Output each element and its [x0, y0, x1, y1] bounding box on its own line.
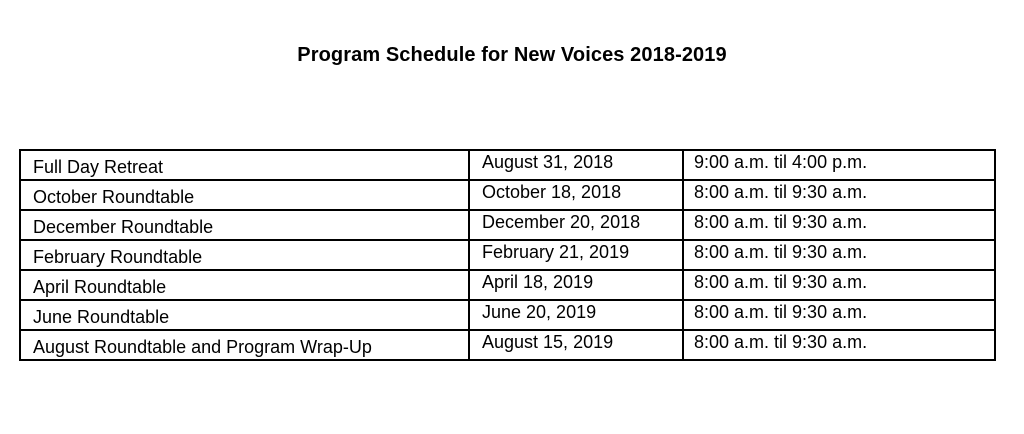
table-row	[20, 180, 995, 210]
table-row	[20, 330, 995, 360]
event-date: October 18, 2018	[482, 182, 622, 202]
date-cell	[469, 150, 683, 180]
date-cell	[469, 180, 683, 210]
event-time: 8:00 a.m. til 9:30 a.m.	[694, 332, 868, 352]
event-date: June 20, 2019	[482, 302, 597, 322]
event-date: February 21, 2019	[482, 242, 630, 262]
event-name: Full Day Retreat	[33, 157, 164, 177]
event-cell	[20, 300, 469, 330]
event-time: 8:00 a.m. til 9:30 a.m.	[694, 242, 868, 262]
event-time: 8:00 a.m. til 9:30 a.m.	[694, 302, 868, 322]
time-cell	[683, 240, 995, 270]
table-row	[20, 150, 995, 180]
table-row	[20, 300, 995, 330]
event-time: 8:00 a.m. til 9:30 a.m.	[694, 212, 868, 232]
event-date: August 31, 2018	[482, 152, 614, 172]
time-cell	[683, 270, 995, 300]
date-cell	[469, 240, 683, 270]
table-row	[20, 210, 995, 240]
date-cell	[469, 300, 683, 330]
date-cell	[469, 210, 683, 240]
time-cell	[683, 210, 995, 240]
event-time: 8:00 a.m. til 9:30 a.m.	[694, 272, 868, 292]
event-cell	[20, 150, 469, 180]
date-cell	[469, 330, 683, 360]
time-cell	[683, 180, 995, 210]
event-cell	[20, 240, 469, 270]
event-cell	[20, 210, 469, 240]
event-date: December 20, 2018	[482, 212, 641, 232]
event-date: April 18, 2019	[482, 272, 594, 292]
time-cell	[683, 300, 995, 330]
event-name: April Roundtable	[33, 277, 167, 297]
date-cell	[469, 270, 683, 300]
event-time: 9:00 a.m. til 4:00 p.m.	[694, 152, 868, 172]
event-cell	[20, 330, 469, 360]
time-cell	[683, 150, 995, 180]
event-name: October Roundtable	[33, 187, 195, 207]
page-title: Program Schedule for New Voices 2018-2019	[297, 44, 727, 66]
time-cell	[683, 330, 995, 360]
schedule-table	[19, 149, 996, 361]
table-row	[20, 240, 995, 270]
event-date: August 15, 2019	[482, 332, 614, 352]
event-cell	[20, 180, 469, 210]
event-time: 8:00 a.m. til 9:30 a.m.	[694, 182, 868, 202]
event-name: June Roundtable	[33, 307, 170, 327]
event-name: February Roundtable	[33, 247, 203, 267]
table-row	[20, 270, 995, 300]
event-cell	[20, 270, 469, 300]
event-name: December Roundtable	[33, 217, 214, 237]
event-name: August Roundtable and Program Wrap-Up	[33, 337, 372, 357]
